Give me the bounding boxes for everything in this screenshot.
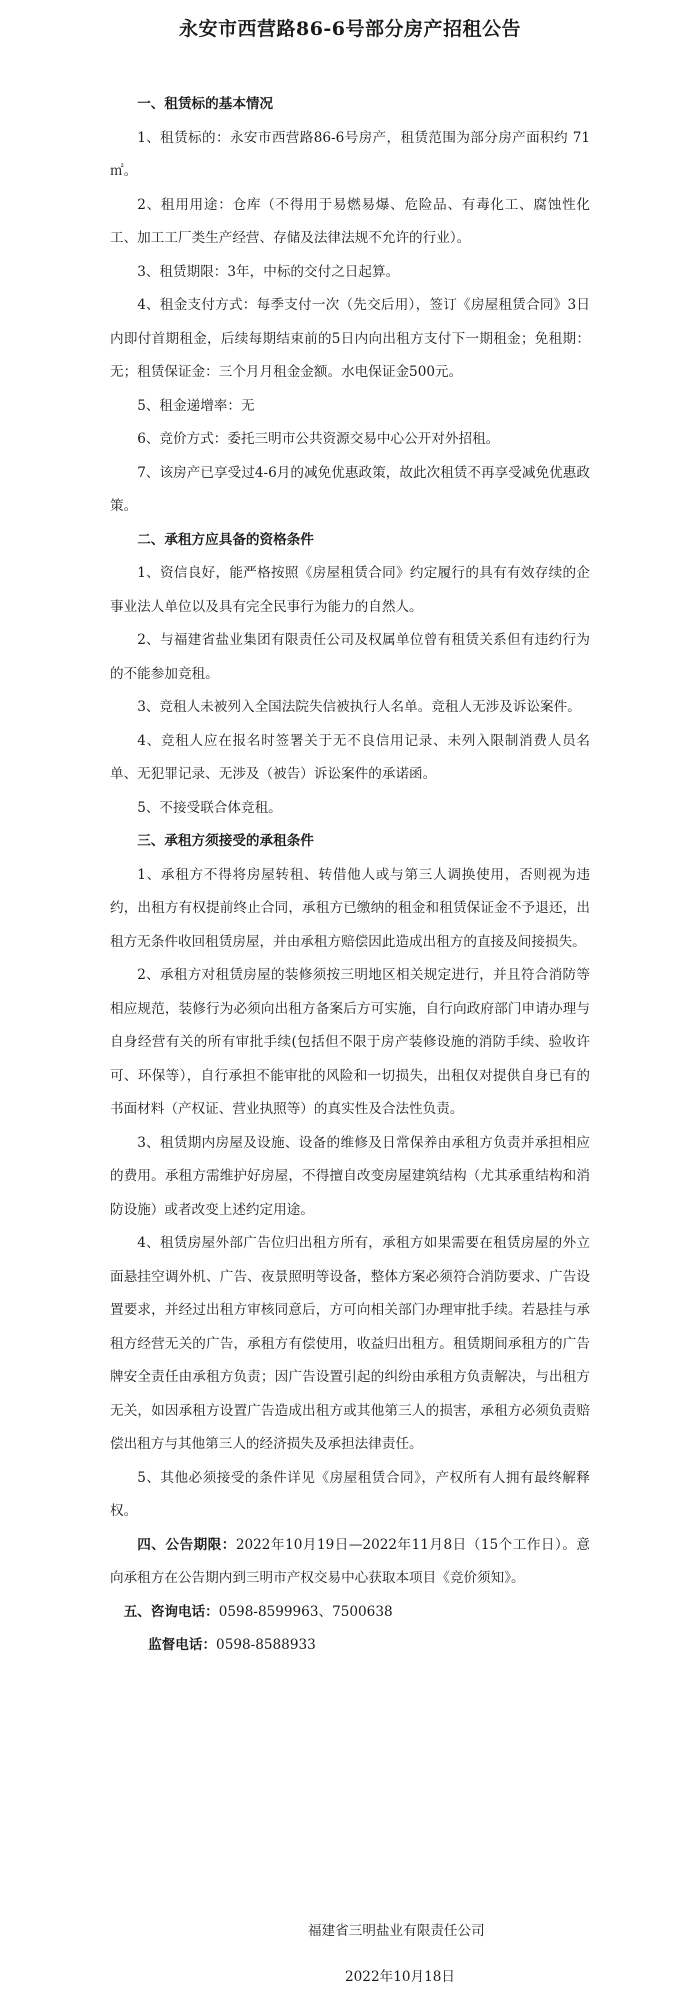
notice-period	[110, 1529, 590, 1596]
paragraph: 2、与福建省盐业集团有限责任公司及权属单位曾有租赁关系但有违约行为的不能参加竞租。	[110, 632, 590, 682]
notice-period-text: 2022年10月19日—2022年11月8日（15个工作日）。意向承租方在公告期内到三明市产权交易中心获取本项目《竞价须知》。	[110, 1536, 591, 1586]
paragraph: 5、租金递增率：无	[137, 397, 255, 414]
paragraph: 5、不接受联合体竞租。	[137, 799, 282, 816]
signature-organization: 福建省三明盐业有限责任公司	[308, 1923, 485, 1939]
section-heading: 一、租赁标的基本情况	[137, 96, 274, 112]
paragraph: 1、资信良好，能严格按照《房屋租赁合同》约定履行的具有有效存续的企事业法人单位以及具有完全民事行为能力的自然人。	[110, 565, 590, 615]
notice-body	[110, 88, 590, 1663]
inquiry-phone: 0598-8599963、7500638	[218, 1603, 393, 1620]
paragraph: 1、租赁标的：永安市西营路86-6号房产，租赁范围为部分房产面积约 71 ㎡。	[110, 129, 590, 179]
signature-date: 2022年10月18日	[345, 1969, 455, 1985]
inquiry-contact	[110, 1596, 590, 1630]
paragraph: 3、租赁期内房屋及设施、设备的维修及日常保养由承租方负责并承担相应的费用。承租方需维护好房屋，不得擅自改变房屋建筑结构（尤其承重结构和消防设施）或者改变上述约定用途。	[110, 1134, 590, 1218]
paragraph: 4、租金支付方式：每季支付一次（先交后用），签订《房屋租赁合同》3日内即付首期租金，后续每期结束前的5日内向出租方支付下一期租金；免租期：无；租赁保证金：三个月月租金金额。水电保证金500元。	[110, 297, 590, 380]
paragraph: 7、该房产已享受过4-6月的减免优惠政策，故此次租赁不再享受减免优惠政策。	[110, 464, 590, 514]
paragraph: 6、竞价方式：委托三明市公共资源交易中心公开对外招租。	[137, 431, 500, 447]
inquiry-phone-label: 五、咨询电话：	[123, 1603, 219, 1620]
supervision-contact	[110, 1629, 590, 1663]
supervision-phone: 0598-8588933	[216, 1637, 316, 1653]
page-title: 永安市西营路86-6号部分房产招租公告	[178, 18, 522, 40]
paragraph: 5、其他必须接受的条件详见《房屋租赁合同》，产权所有人拥有最终解释权。	[110, 1469, 590, 1519]
paragraph: 2、承租方对租赁房屋的装修须按三明地区相关规定进行，并且符合消防等相应规范，装修行为必须向出租方备案后方可实施，自行向政府部门申请办理与自身经营有关的所有审批手续(包括但不限于房产装修设施的消防手续、验收许可、环保等），自行承担不能审批的风险和一切损失，出租仅对提供自身已有的书面材料（产权证、营业执照等）的真实性及合法性负责。	[110, 967, 590, 1117]
section-heading: 三、承租方须接受的承租条件	[137, 833, 314, 849]
paragraph: 4、租赁房屋外部广告位归出租方所有，承租方如果需要在租赁房屋的外立面悬挂空调外机、广告、夜景照明等设备，整体方案必须符合消防要求、广告设置要求，并经过出租方审核同意后，方可向相关部门办理审批手续。若悬挂与承租方经营无关的广告，承租方有偿使用，收益归出租方。租赁期间承租方的广告牌安全责任由承租方负责；因广告设置引起的纠纷由承租方负责解决，与出租方无关，如因承租方设置广告造成出租方或其他第三人的损害，承租方必须负责赔偿出租方与其他第三人的经济损失及承担法律责任。	[110, 1235, 590, 1452]
paragraph: 1、承租方不得将房屋转租、转借他人或与第三人调换使用，否则视为违约，出租方有权提前终止合同，承租方已缴纳的租金和租赁保证金不予退还，出租方无条件收回租赁房屋，并由承租方赔偿因此造成出租方的直接及间接损失。	[110, 866, 590, 950]
paragraph: 3、竞租人未被列入全国法院失信被执行人名单。竞租人无涉及诉讼案件。	[137, 699, 581, 715]
section-heading: 二、承租方应具备的资格条件	[137, 531, 314, 548]
notice-period-label: 四、公告期限：	[137, 1536, 236, 1553]
paragraph: 2、租用用途：仓库（不得用于易燃易爆、危险品、有毒化工、腐蚀性化工、加工工厂类生产经营、存储及法律法规不允许的行业）。	[110, 196, 590, 246]
supervision-phone-label: 监督电话：	[148, 1637, 217, 1653]
paragraph: 4、竞租人应在报名时签署关于无不良信用记录、未列入限制消费人员名单、无犯罪记录、无涉及（被告）诉讼案件的承诺函。	[110, 732, 590, 782]
paragraph: 3、租赁期限：3年，中标的交付之日起算。	[137, 263, 400, 280]
